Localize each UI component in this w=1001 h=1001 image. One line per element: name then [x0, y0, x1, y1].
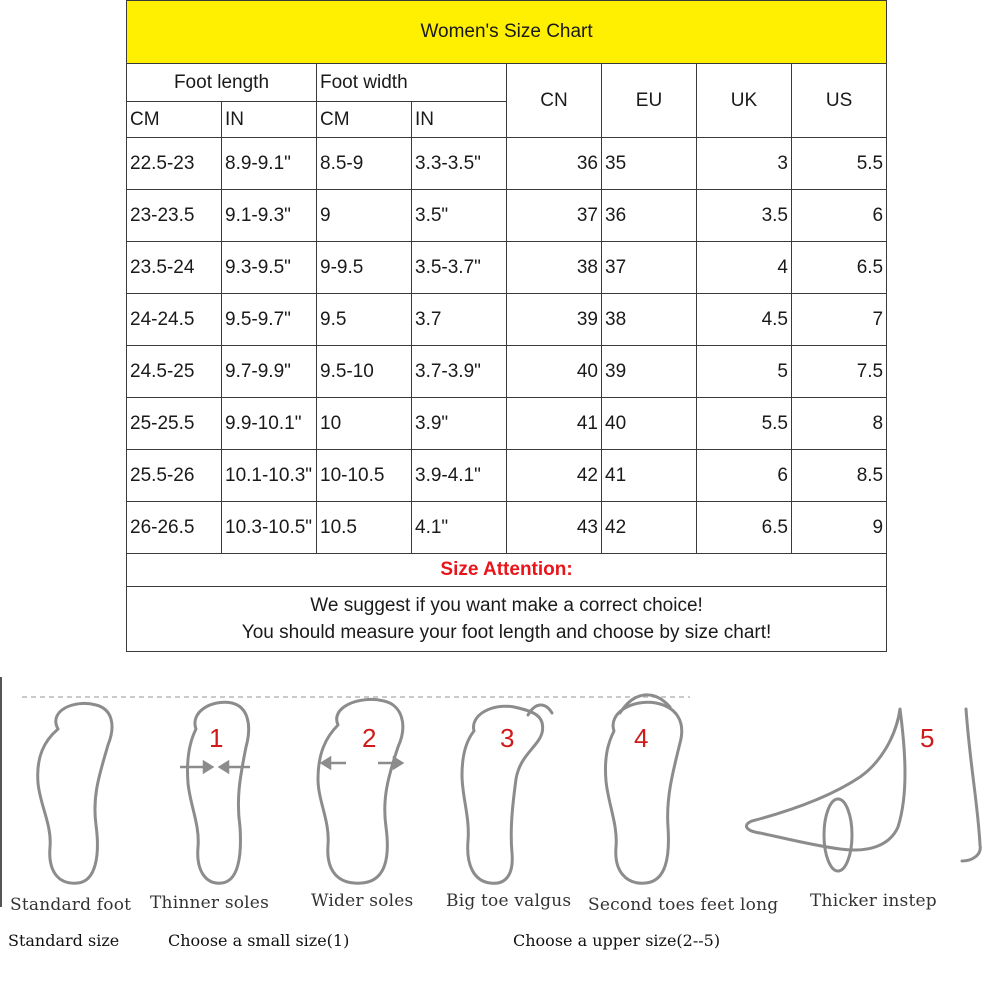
foot-number-3: 3 [500, 723, 515, 753]
eu-cell: 40 [602, 398, 697, 450]
chart-title: Women's Size Chart [127, 1, 887, 64]
length-in-cell: 9.9-10.1" [222, 398, 317, 450]
width-cm-cell: 9.5-10 [317, 346, 412, 398]
length-in-header: IN [222, 102, 317, 138]
measure-note [127, 587, 887, 652]
wider-soles-label: Wider soles [311, 891, 414, 911]
width-cm-cell: 10 [317, 398, 412, 450]
table-row [127, 294, 887, 346]
width-in-cell: 3.9-4.1" [412, 450, 507, 502]
width-in-cell: 4.1" [412, 502, 507, 554]
length-cm-cell: 25.5-26 [127, 450, 222, 502]
uk-cell: 6.5 [697, 502, 792, 554]
table-row [127, 190, 887, 242]
uk-cell: 5 [697, 346, 792, 398]
thinner-arrowhead-right-icon [220, 762, 228, 772]
width-cm-cell: 10.5 [317, 502, 412, 554]
width-in-header: IN [412, 102, 507, 138]
eu-header: EU [602, 64, 697, 138]
us-cell: 7 [792, 294, 887, 346]
length-cm-header: CM [127, 102, 222, 138]
width-in-cell: 3.3-3.5" [412, 138, 507, 190]
uk-cell: 4 [697, 242, 792, 294]
wider-arrowhead-left-icon [322, 758, 330, 768]
length-in-cell: 10.3-10.5" [222, 502, 317, 554]
cn-cell: 41 [507, 398, 602, 450]
table-row [127, 502, 887, 554]
foot-number-4: 4 [634, 723, 649, 753]
table-row [127, 138, 887, 190]
standard-foot-icon [38, 703, 112, 883]
small-size-advice: Choose a small size(1) [168, 931, 350, 950]
width-cm-cell: 10-10.5 [317, 450, 412, 502]
second-toe-label: Second toes feet long [588, 895, 779, 915]
instep-foot-icon [746, 709, 905, 850]
us-cell: 7.5 [792, 346, 887, 398]
eu-cell: 38 [602, 294, 697, 346]
foot-width-header: Foot width [317, 64, 507, 102]
eu-cell: 41 [602, 450, 697, 502]
us-cell: 5.5 [792, 138, 887, 190]
cn-cell: 37 [507, 190, 602, 242]
cn-cell: 36 [507, 138, 602, 190]
foot-number-1: 1 [209, 723, 224, 753]
foot-number-5: 5 [920, 723, 935, 753]
eu-cell: 42 [602, 502, 697, 554]
foot-number-2: 2 [362, 723, 377, 753]
us-cell: 8.5 [792, 450, 887, 502]
width-in-cell: 3.5-3.7" [412, 242, 507, 294]
uk-cell: 3.5 [697, 190, 792, 242]
uk-cell: 4.5 [697, 294, 792, 346]
length-cm-cell: 26-26.5 [127, 502, 222, 554]
instep-band-icon [824, 799, 852, 871]
length-in-cell: 9.7-9.9" [222, 346, 317, 398]
us-cell: 8 [792, 398, 887, 450]
foot-types-illustration [0, 685, 1001, 925]
us-header: US [792, 64, 887, 138]
width-cm-cell: 8.5-9 [317, 138, 412, 190]
foot-outlines [0, 685, 1001, 925]
uk-cell: 3 [697, 138, 792, 190]
eu-cell: 35 [602, 138, 697, 190]
cn-cell: 43 [507, 502, 602, 554]
length-cm-cell: 24.5-25 [127, 346, 222, 398]
standard-foot-label: Standard foot [10, 895, 132, 915]
note-line-2: You should measure your foot length and choose by size chart! [241, 622, 772, 643]
length-in-cell: 8.9-9.1" [222, 138, 317, 190]
length-cm-cell: 24-24.5 [127, 294, 222, 346]
thicker-instep-label: Thicker instep [810, 891, 937, 911]
uk-header: UK [697, 64, 792, 138]
width-in-cell: 3.5" [412, 190, 507, 242]
instep-ankle-line-icon [962, 709, 980, 861]
upper-size-advice: Choose a upper size(2--5) [513, 931, 721, 950]
length-cm-cell: 25-25.5 [127, 398, 222, 450]
eu-cell: 36 [602, 190, 697, 242]
us-cell: 6 [792, 190, 887, 242]
size-table [126, 0, 887, 652]
cn-header: CN [507, 64, 602, 138]
cn-cell: 40 [507, 346, 602, 398]
length-cm-cell: 23-23.5 [127, 190, 222, 242]
uk-cell: 5.5 [697, 398, 792, 450]
cn-cell: 38 [507, 242, 602, 294]
length-in-cell: 9.1-9.3" [222, 190, 317, 242]
length-in-cell: 10.1-10.3" [222, 450, 317, 502]
width-in-cell: 3.7-3.9" [412, 346, 507, 398]
table-row [127, 242, 887, 294]
thinner-soles-label: Thinner soles [150, 893, 269, 913]
width-cm-cell: 9.5 [317, 294, 412, 346]
cn-cell: 42 [507, 450, 602, 502]
standard-size-advice: Standard size [8, 931, 120, 950]
note-line-1: We suggest if you want make a correct choice! [310, 595, 703, 616]
size-attention: Size Attention: [127, 554, 887, 587]
uk-cell: 6 [697, 450, 792, 502]
wider-arrowhead-right-icon [394, 758, 402, 768]
table-row [127, 346, 887, 398]
cn-cell: 39 [507, 294, 602, 346]
width-cm-cell: 9 [317, 190, 412, 242]
length-cm-cell: 23.5-24 [127, 242, 222, 294]
wider-foot-icon [318, 699, 403, 883]
thinner-arrowhead-left-icon [204, 762, 212, 772]
width-in-cell: 3.7 [412, 294, 507, 346]
length-in-cell: 9.3-9.5" [222, 242, 317, 294]
eu-cell: 37 [602, 242, 697, 294]
width-cm-header: CM [317, 102, 412, 138]
big-toe-valgus-label: Big toe valgus [446, 891, 572, 911]
us-cell: 9 [792, 502, 887, 554]
table-row [127, 398, 887, 450]
width-in-cell: 3.9" [412, 398, 507, 450]
eu-cell: 39 [602, 346, 697, 398]
foot-length-header: Foot length [127, 64, 317, 102]
size-chart [126, 0, 886, 680]
us-cell: 6.5 [792, 242, 887, 294]
width-cm-cell: 9-9.5 [317, 242, 412, 294]
length-in-cell: 9.5-9.7" [222, 294, 317, 346]
table-row [127, 450, 887, 502]
length-cm-cell: 22.5-23 [127, 138, 222, 190]
